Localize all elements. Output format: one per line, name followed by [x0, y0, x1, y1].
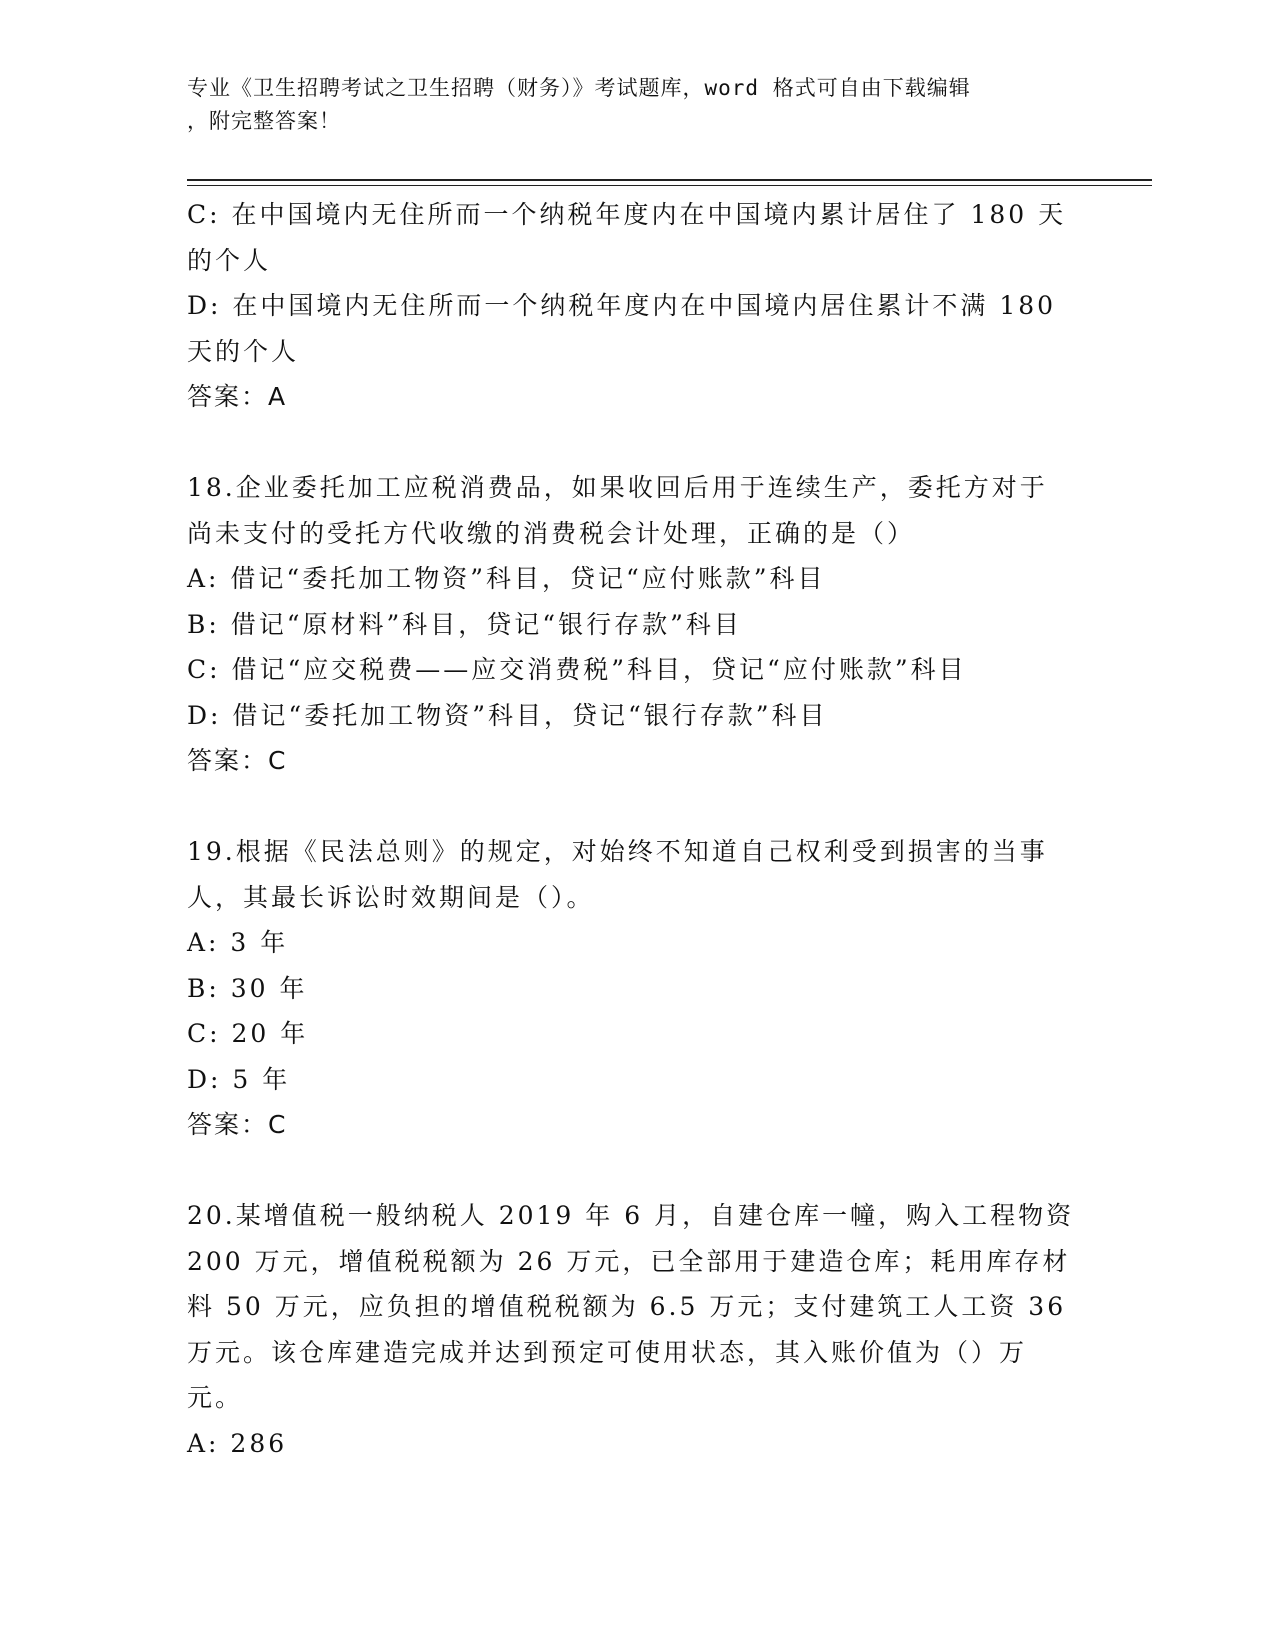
spacer — [187, 784, 1077, 830]
question-stem-line-3: 料 50 万元，应负担的增值税税额为 6.5 万元；支付建筑工人工资 36 — [187, 1292, 1067, 1321]
answer: 答案：C — [187, 746, 288, 775]
question-stem-line-4: 万元。该仓库建造完成并达到预定可使用状态，其入账价值为（）万 — [187, 1337, 1028, 1367]
option-c-line-1: C: 在中国境内无住所而一个纳税年度内在中国境内累计居住了 180 天 — [187, 200, 1067, 229]
spacer — [187, 420, 1077, 466]
option-c: C: 借记“应交税费——应交消费税”科目，贷记“应付账款”科目 — [187, 655, 967, 684]
question-stem-line-2: 200 万元，增值税税额为 26 万元，已全部用于建造仓库；耗用库存材 — [187, 1246, 1071, 1276]
header-line-1: 专业《卫生招聘考试之卫生招聘（财务）》考试题库，word 格式可自由下载编辑 — [187, 76, 971, 100]
question-19 — [187, 829, 1077, 1148]
question-stem-line-1: 19.根据《民法总则》的规定，对始终不知道自己权利受到损害的当事 — [187, 837, 1048, 866]
option-b: B: 借记“原材料”科目，贷记“银行存款”科目 — [187, 609, 742, 639]
option-c: C: 20 年 — [187, 1019, 309, 1048]
question-18 — [187, 465, 1077, 784]
question-17 — [187, 192, 1077, 420]
option-d: D: 借记“委托加工物资”科目，贷记“银行存款”科目 — [187, 700, 828, 730]
question-stem-line-5: 元。 — [187, 1383, 244, 1412]
option-a: A: 286 — [187, 1428, 288, 1458]
header-divider-thick — [187, 179, 1152, 181]
document-body — [187, 192, 1077, 1466]
option-a: A: 借记“委托加工物资”科目，贷记“应付账款”科目 — [187, 564, 826, 593]
option-b: B: 30 年 — [187, 973, 308, 1003]
header-divider-thin — [187, 185, 1152, 186]
document-header — [187, 72, 1067, 138]
question-stem-line-1: 20.某增值税一般纳税人 2019 年 6 月，自建仓库一幢，购入工程物资 — [187, 1201, 1075, 1230]
question-stem-line-2: 尚未支付的受托方代收缴的消费税会计处理，正确的是（） — [187, 518, 916, 548]
option-d-line-1: D: 在中国境内无住所而一个纳税年度内在中国境内居住累计不满 180 — [187, 291, 1057, 320]
question-stem-line-1: 18.企业委托加工应税消费品，如果收回后用于连续生产，委托方对于 — [187, 473, 1048, 502]
question-stem-line-2: 人，其最长诉讼时效期间是（）。 — [187, 882, 595, 912]
header-line-2: ，附完整答案！ — [187, 109, 341, 133]
option-c-line-2: 的个人 — [187, 245, 272, 275]
spacer — [187, 1148, 1077, 1194]
option-a: A: 3 年 — [187, 928, 289, 957]
question-20 — [187, 1193, 1077, 1466]
option-d: D: 5 年 — [187, 1064, 291, 1094]
answer: 答案：A — [187, 382, 288, 411]
answer: 答案：C — [187, 1110, 288, 1139]
option-d-line-2: 天的个人 — [187, 336, 300, 366]
